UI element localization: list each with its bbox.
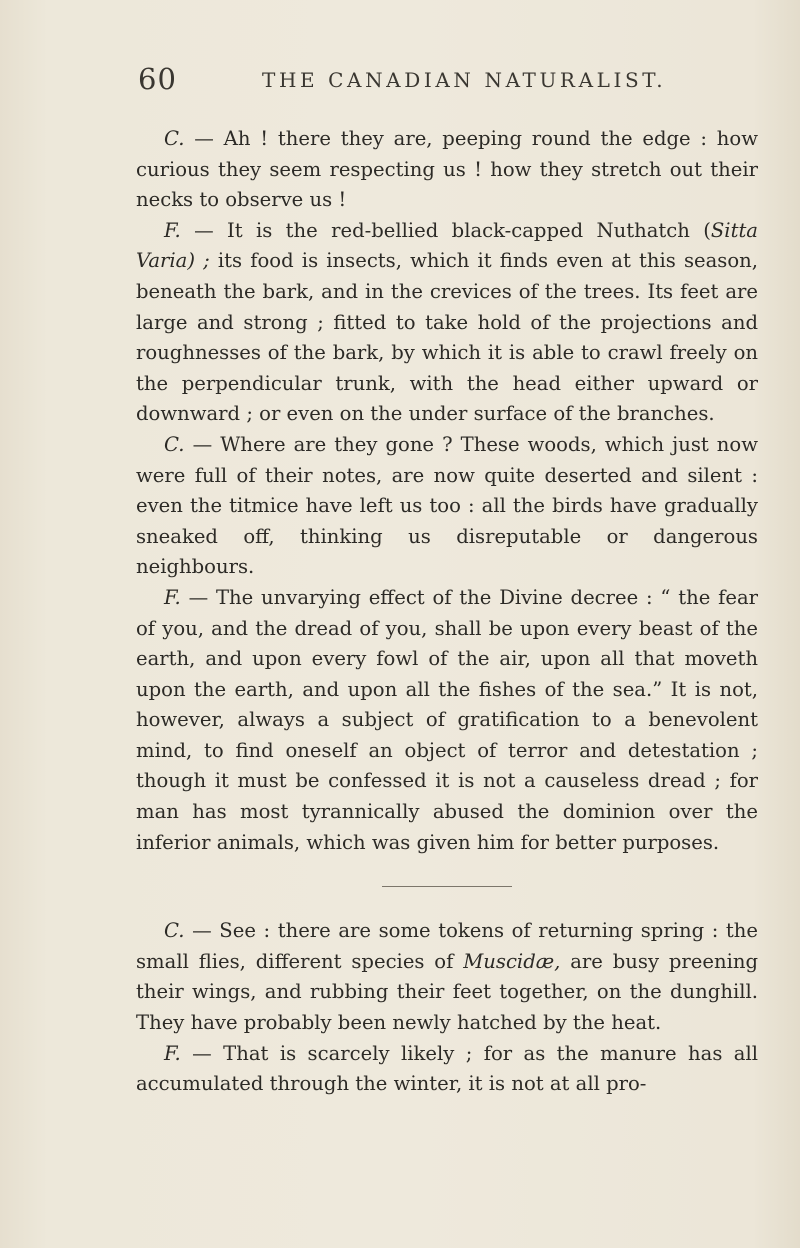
paragraph: [136, 1039, 758, 1100]
speaker-label: F.: [164, 1041, 181, 1065]
scientific-name: Sitta Varia) ;: [136, 218, 758, 273]
paragraph-text-continued: are busy preening their wings, and rubbing their feet together, on the dunghill. They have probably been newly hatched by the heat.: [136, 949, 759, 1035]
page-header: [138, 62, 738, 102]
speaker-label: C.: [164, 919, 185, 943]
paragraph: [136, 916, 758, 1038]
section-divider: [382, 886, 512, 887]
paragraph-text: — That is scarcely likely ; for as the manure has all accumulated through the winter, it is not at all pro-: [136, 1041, 758, 1096]
paragraph: [136, 430, 758, 583]
paragraph: [136, 124, 758, 216]
speaker-label: C.: [164, 127, 185, 150]
scientific-name: Muscidæ,: [463, 949, 561, 973]
paragraph: [136, 583, 758, 858]
speaker-label: F.: [164, 218, 181, 242]
paragraph-text: — See : there are some tokens of returning spring : the small flies, different species of: [136, 919, 758, 973]
running-title: THE CANADIAN NATURALIST.: [262, 68, 667, 92]
page-number: 60: [138, 62, 177, 96]
paragraph-text-continued: its food is insects, which it finds even at this season, beneath the bark, and in the crevices of the trees. Its feet are large and strong ; fitted to take hold of the projections and roughnesses of the bark, by which it is able to crawl freely on the perpendicular trunk, with the head either upward or downward ; or even on the under surface of the branches.: [136, 249, 758, 426]
paragraph-text: — Ah ! there they are, peeping round the edge : how curious they seem respecting us ! how they stretch out their necks to observe us !: [136, 127, 758, 212]
paragraph-text: — It is the red-bellied black-capped Nuthatch (: [180, 218, 711, 242]
speaker-label: F.: [164, 585, 181, 609]
speaker-label: C.: [164, 432, 185, 456]
paragraph: [136, 216, 758, 430]
paragraph-text: — Where are they gone ? These woods, which just now were full of their notes, are now quite deserted and silent : even the titmice have left us too : all the birds have gradually sneaked off, thinking us disreputable or dangerous neighbours.: [136, 432, 758, 579]
paragraph-text: — The unvarying effect of the Divine decree : “ the fear of you, and the dread of you, shall be upon every beast of the earth, and upon every fowl of the air, upon all that moveth upon the earth, and upon all the fishes of the sea.” It is not, however, always a subject of gratification to a benevolent mind, to find oneself an object of terror and detestation ; though it must be confessed it is not a causeless dread ; for man has most tyrannically abused the dominion over the inferior animals, which was given him for better purposes.: [136, 585, 758, 854]
body-text: [136, 124, 758, 1100]
